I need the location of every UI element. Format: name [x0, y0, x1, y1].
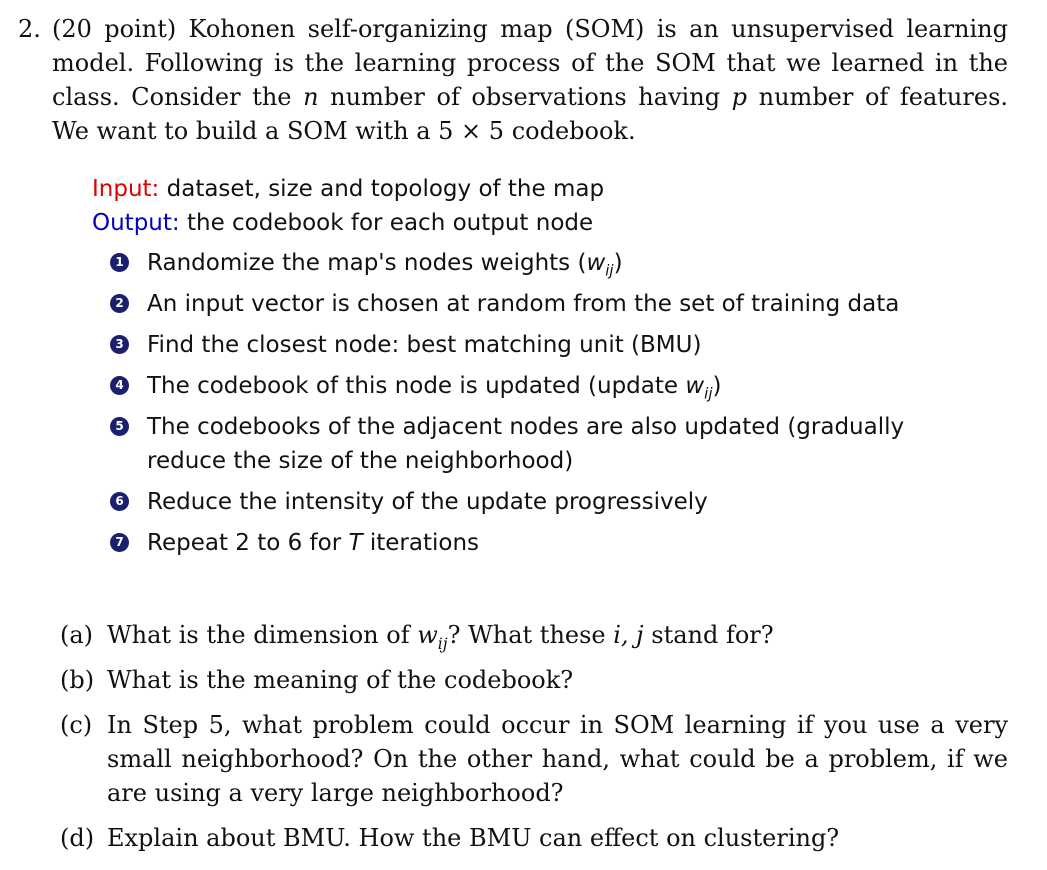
question-label: (a): [60, 621, 94, 649]
som-algorithm: [92, 172, 912, 567]
question-text: What is the meaning of the codebook?: [107, 666, 574, 694]
question-text: What is the dimension of $w_{ij}$? What these i, j stand for?: [107, 621, 774, 653]
question-text: Explain about BMU. How the BMU can effect on clustering?: [107, 824, 840, 852]
step-number-badge-icon: 2: [110, 294, 129, 313]
step-number-badge-icon: 7: [110, 533, 129, 552]
step-7: 7 Repeat 2 to 6 for T iterations: [110, 526, 912, 560]
var-p: p: [731, 83, 748, 111]
step-5: 5 The codebooks of the adjacent nodes are also updated (gradually reduce the size of the neighborhood): [110, 410, 907, 478]
output-text: the codebook for each output node: [179, 210, 594, 236]
input-text: dataset, size and topology of the map: [159, 176, 605, 202]
algorithm-output: [92, 206, 912, 240]
question-b: [60, 663, 1008, 697]
algorithm-input: [92, 172, 912, 206]
problem-statement: [18, 12, 1008, 148]
question-text: In Step 5, what problem could occur in SOM learning if you use a very small neighborhood? On the other hand, what could be a problem, if we are using a very large neighborhood?: [107, 711, 1008, 807]
algorithm-steps: [110, 246, 912, 560]
step-number-badge-icon: 1: [110, 253, 129, 272]
input-label: Input:: [92, 176, 160, 202]
var-n: n: [303, 83, 319, 111]
step-3: 3 Find the closest node: best matching unit (BMU): [110, 328, 912, 362]
output-label: Output:: [92, 210, 180, 236]
question-c: [60, 708, 1008, 810]
step-number-badge-icon: 5: [110, 417, 129, 436]
question-label: (c): [60, 711, 93, 739]
step-number-badge-icon: 4: [110, 376, 129, 395]
step-4: 4 The codebook of this node is updated (update $w_{ij}$): [110, 369, 912, 403]
step-1: 1 Randomize the map's nodes weights $(w_{ij})$: [110, 246, 912, 280]
problem-intro: (20 point) Kohonen self-organizing map (SOM) is an unsupervised learning model. Following is the learning process of the SOM that we learned in the class. Consider the n number of observations having p number of features. We want to build a SOM with a 5 × 5 codebook.: [52, 15, 1009, 145]
question-label: (d): [60, 824, 95, 852]
step-number-badge-icon: 6: [110, 492, 129, 511]
sub-questions: [60, 618, 1008, 866]
question-a: [60, 618, 1008, 652]
step-number-badge-icon: 3: [110, 335, 129, 354]
step-6: 6 Reduce the intensity of the update progressively: [110, 485, 912, 519]
question-label: (b): [60, 666, 95, 694]
question-d: [60, 821, 1008, 855]
problem-number: 2.: [18, 15, 41, 43]
step-2: 2 An input vector is chosen at random from the set of training data: [110, 287, 912, 321]
